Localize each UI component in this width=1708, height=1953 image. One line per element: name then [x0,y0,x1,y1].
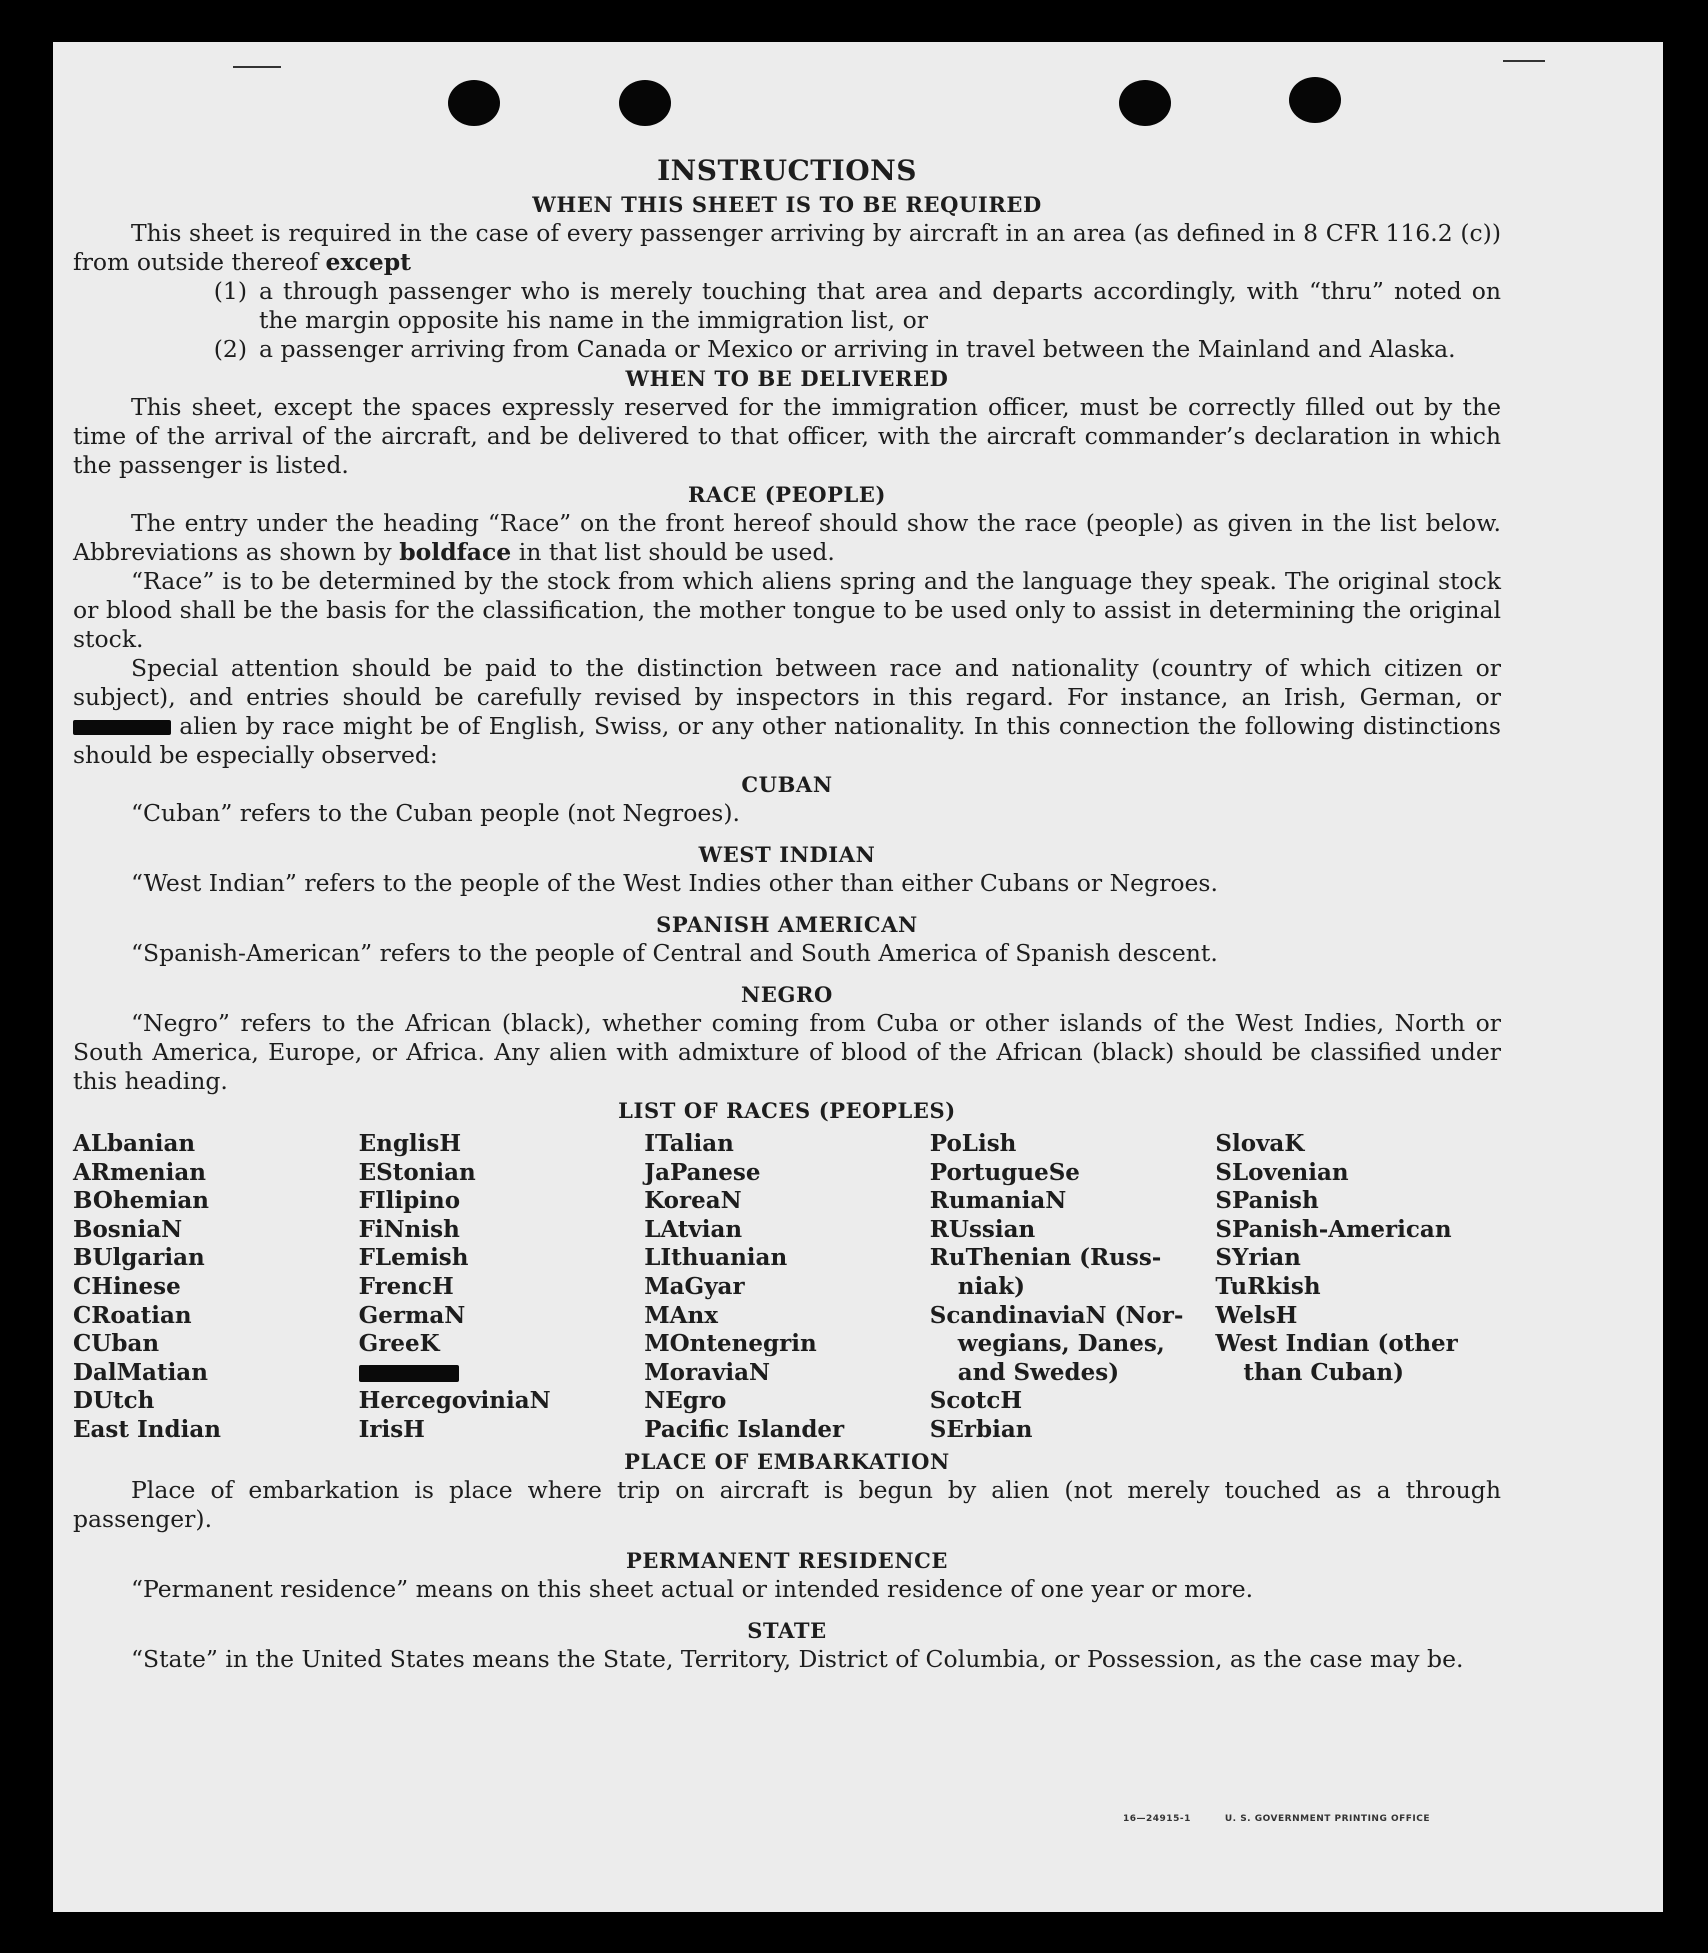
punch-hole [448,80,500,126]
race-entry: West Indian (other [1215,1330,1458,1358]
race-entry: LAtvian [644,1215,743,1243]
race-entry: ARmenian [73,1158,207,1186]
race-entry-redacted [359,1359,645,1388]
race-entry: FIlipino [358,1187,461,1215]
redaction-mark [73,720,171,735]
paragraph [73,219,1501,277]
race-entry: SPanish [1215,1187,1319,1215]
paragraph: “Negro” refers to the African (black), whether coming from Cuba or other islands of the West Indies, North or South America, Europe, or Africa. Any alien with admixture of blood of the African (black) should be classified under this heading. [73,1009,1501,1095]
race-entry: ScandinaviaN (Nor- [929,1301,1184,1329]
paragraph: “Race” is to be determined by the stock from which aliens spring and the language they speak. The original stock or blood shall be the basis for the classification, the mother tongue to be used only to assist in determining the original stock. [73,567,1501,653]
race-entry: SYrian [1215,1244,1301,1272]
section-heading: RACE (PEOPLE) [687,482,887,507]
scan-mark [1503,60,1545,62]
paragraph: “Spanish-American” refers to the people of Central and South America of Spanish descent. [131,939,1218,967]
race-entry: KoreaN [644,1187,742,1215]
document-page [53,42,1663,1912]
race-entry: GreeK [358,1330,440,1358]
section-heading: NEGRO [741,982,833,1007]
section-heading: STATE [747,1617,827,1643]
punch-hole [1289,77,1341,123]
race-entry: BOhemian [73,1187,209,1215]
paragraph: This sheet, except the spaces expressly reserved for the immigration officer, must be correctly filled out by the time of the arrival of the aircraft, and be delivered to that officer, with the aircraft commander’s declaration in which the passenger is listed. [73,393,1501,479]
race-entry: MoraviaN [644,1358,771,1386]
race-entry: ScotcH [929,1387,1023,1415]
race-entry: SErbian [929,1415,1033,1443]
races-column [644,1130,930,1445]
race-entry: wegians, Danes, [957,1330,1165,1358]
race-entry: than Cuban) [1243,1358,1404,1386]
race-entry: BUlgarian [73,1244,205,1272]
race-entry: ITalian [644,1130,734,1157]
list-item [73,277,1501,335]
race-entry: SLovenian [1215,1158,1349,1186]
race-entry: WelsH [1215,1301,1298,1329]
race-entry: RumaniaN [929,1187,1067,1215]
section-heading: LIST OF RACES (PEOPLES) [618,1098,956,1123]
race-entry: CHinese [73,1272,181,1300]
races-column [359,1130,645,1445]
races-column [1215,1130,1501,1445]
race-entry: FrencH [358,1272,454,1300]
race-entry: PortugueSe [929,1158,1080,1186]
race-entry: Pacific Islander [644,1415,845,1443]
paragraph-text: alien by race might be of English, Swiss, or any other nationality. In this connection the following distinctions should be especially observed: [73,712,1501,769]
race-entry: ALbanian [73,1130,196,1157]
race-entry: FiNnish [358,1215,460,1243]
race-entry: TuRkish [1215,1272,1321,1300]
section-heading: WEST INDIAN [698,842,876,867]
race-entry: CRoatian [73,1301,192,1329]
race-entry: RuThenian (Russ- [929,1244,1162,1272]
instructions-text [73,154,1501,1674]
race-entry: EnglisH [358,1130,462,1157]
print-footer [1123,1814,1464,1824]
section-heading: PLACE OF EMBARKATION [624,1448,950,1474]
section-heading: WHEN TO BE DELIVERED [625,366,949,391]
punch-hole [1119,80,1171,126]
section-heading: SPANISH AMERICAN [656,912,918,937]
printer-credit: U. S. GOVERNMENT PRINTING OFFICE [1224,1814,1431,1824]
race-entry: East Indian [73,1415,221,1443]
paragraph-text: The entry under the heading “Race” on the front hereof should show the race (people) as given in the list below. Abbreviations as shown by [73,509,1501,566]
race-entry: GermaN [358,1301,466,1329]
paragraph: “Permanent residence” means on this sheet actual or intended residence of one year or more. [131,1574,1254,1603]
race-entry: RUssian [929,1215,1036,1243]
race-entry: DalMatian [73,1358,208,1386]
race-entry: HercegoviniaN [358,1387,551,1415]
paragraph: Place of embarkation is place where trip on aircraft is begun by alien (not merely touched as a through passenger). [73,1475,1501,1533]
race-entry: CUban [73,1330,160,1358]
paragraph: “State” in the United States means the State, Territory, District of Columbia, or Possession, as the case may be. [131,1644,1464,1673]
race-entry: MOntenegrin [644,1330,817,1358]
race-entry: BosniaN [73,1215,183,1243]
race-entry: niak) [957,1272,1025,1300]
race-entry: LIthuanian [644,1244,788,1272]
paragraph: “Cuban” refers to the Cuban people (not Negroes). [131,799,741,827]
paragraph [73,654,1501,770]
race-entry: SPanish-American [1215,1215,1452,1243]
form-number: 16—24915-1 [1123,1814,1191,1824]
paragraph-text: Special attention should be paid to the distinction between race and nationality (country of which citizen or subject), and entries should be carefully revised by inspectors in this regard. For instance, an Irish, German, or [73,654,1501,711]
redaction-mark [359,1365,459,1382]
race-entry: PoLish [929,1130,1017,1157]
section-heading: CUBAN [741,772,833,797]
paragraph-text: This sheet is required in the case of every passenger arriving by aircraft in an area (as defined in 8 CFR 116.2 (c)) from outside thereof [73,219,1501,276]
race-entry: MaGyar [644,1272,745,1300]
race-entry: NEgro [644,1387,727,1415]
list-item [73,335,1501,364]
races-column [930,1130,1216,1445]
item-text: a through passenger who is merely touching that area and departs accordingly, with “thru” noted on the margin opposite his name in the immigration list, or [259,277,1501,334]
punch-hole [619,80,671,126]
race-entry: IrisH [358,1415,425,1443]
paragraph: “West Indian” refers to the people of the West Indies other than either Cubans or Negroes. [131,869,1218,897]
bold-text: except [325,248,412,276]
section-heading: PERMANENT RESIDENCE [625,1547,949,1573]
race-entry: DUtch [73,1387,155,1415]
item-number: (1) [213,277,247,305]
race-entry: SlovaK [1215,1130,1305,1157]
race-entry: JaPanese [644,1158,761,1186]
scan-mark [233,66,281,68]
item-number: (2) [213,335,247,363]
paragraph-text: in that list should be used. [518,538,835,566]
races-column [73,1130,359,1445]
races-list [73,1130,1501,1445]
race-entry: FLemish [358,1244,469,1272]
race-entry: MAnx [644,1301,718,1329]
item-text: a passenger arriving from Canada or Mexico or arriving in travel between the Mainland and Alaska. [259,335,1456,363]
paragraph [73,509,1501,567]
race-entry: and Swedes) [957,1358,1120,1386]
bold-text: boldface [399,538,512,566]
section-heading: WHEN THIS SHEET IS TO BE REQUIRED [532,192,1042,217]
race-entry: EStonian [358,1158,476,1186]
page-title: INSTRUCTIONS [657,154,917,187]
